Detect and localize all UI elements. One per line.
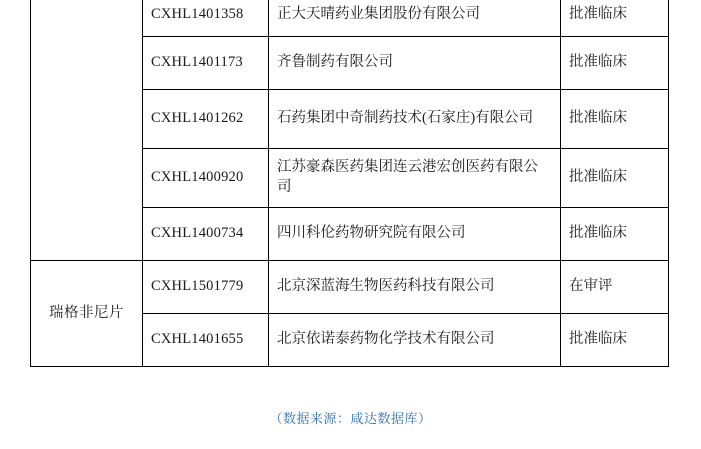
table-row <box>31 0 669 37</box>
cell-company: 正大天晴药业集团股份有限公司 <box>269 0 561 37</box>
cell-registration-code: CXHL1401173 <box>143 37 269 90</box>
cell-status: 批准临床 <box>561 208 669 261</box>
cell-company: 北京依诺泰药物化学技术有限公司 <box>269 314 561 367</box>
cell-drug-name <box>31 0 143 261</box>
cell-registration-code: CXHL1400734 <box>143 208 269 261</box>
cell-drug-name: 瑞格非尼片 <box>31 261 143 367</box>
cell-status: 批准临床 <box>561 0 669 37</box>
data-source-note: （数据来源：咸达数据库） <box>269 411 432 426</box>
cell-status: 批准临床 <box>561 149 669 208</box>
cell-registration-code: CXHL1401262 <box>143 90 269 149</box>
cell-status: 在审评 <box>561 261 669 314</box>
drug-registration-table <box>30 0 669 367</box>
cell-status: 批准临床 <box>561 37 669 90</box>
cell-company: 四川科伦药物研究院有限公司 <box>269 208 561 261</box>
table-body <box>31 0 669 367</box>
cell-registration-code: CXHL1401358 <box>143 0 269 37</box>
cell-registration-code: CXHL1401655 <box>143 314 269 367</box>
cell-status: 批准临床 <box>561 314 669 367</box>
cell-company: 石药集团中奇制药技术(石家庄)有限公司 <box>269 90 561 149</box>
table-row <box>31 261 669 314</box>
cell-company: 齐鲁制药有限公司 <box>269 37 561 90</box>
cell-registration-code: CXHL1501779 <box>143 261 269 314</box>
cell-company: 江苏豪森医药集团连云港宏创医药有限公司 <box>269 149 561 208</box>
cell-company: 北京深蓝海生物医药科技有限公司 <box>269 261 561 314</box>
cell-status: 批准临床 <box>561 90 669 149</box>
cell-registration-code: CXHL1400920 <box>143 149 269 208</box>
